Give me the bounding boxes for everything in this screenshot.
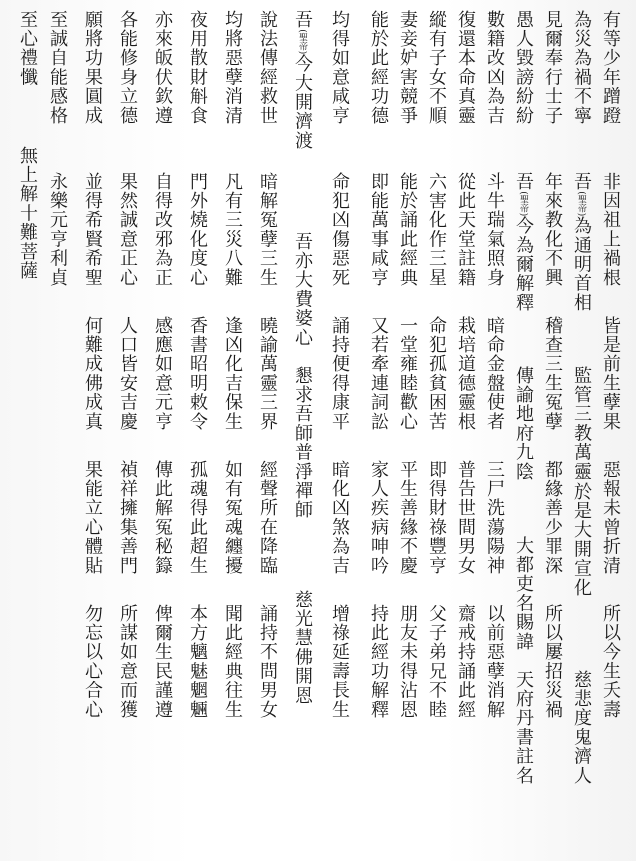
verse-segment: 門外燒化度心: [187, 172, 208, 288]
verse-segment: 一堂雍睦歡心: [397, 316, 418, 432]
verse-segment: 增祿延壽長生: [329, 604, 350, 720]
verse-segment: 三尸洗蕩陽神: [484, 460, 505, 576]
verse-segment: 香書昭明敕令: [187, 316, 208, 432]
verse-segment: 暗化凶煞為吉: [329, 460, 350, 576]
verse-segment: 父子弟兄不睦: [426, 604, 447, 720]
verse-segment: 逢凶化吉保生: [222, 316, 243, 432]
verse-segment: 稽查三生冤孽: [542, 316, 563, 432]
verse-segment: 無上解十難菩薩: [17, 146, 38, 281]
verse-segment: 皆是前生孽果: [600, 316, 621, 432]
verse-segment: 暗解冤孽三生: [257, 172, 278, 288]
verse-segment: 均將惡孽消清: [222, 10, 243, 126]
verse-segment: 禎祥擁集善門: [117, 460, 138, 576]
verse-segment: 果然誠意正心: [117, 172, 138, 288]
verse-segment: 即能萬事咸亨: [368, 172, 389, 288]
verse-segment: 復還本命真靈: [455, 10, 476, 126]
verse-segment: 並得希賢希聖: [82, 172, 103, 288]
verse-segment: 永樂元亨利貞: [47, 172, 68, 288]
verse-segment: 果能立心體貼: [82, 460, 103, 576]
verse-segment: 自得改邪為正: [152, 172, 173, 288]
verse-segment: 說法傳經救世: [257, 10, 278, 126]
verse-segment: 栽培道德靈根: [455, 316, 476, 432]
verse-segment: 能於此經功德: [368, 10, 389, 126]
verse-segment: 監管三教萬靈: [571, 366, 592, 482]
honorific-note: (聖帝): [518, 191, 528, 217]
verse-segment: 於是大開宣化: [571, 482, 592, 598]
verse-segment: 凡有三災八難: [222, 172, 243, 288]
verse-segment: 見爾奉行士子: [542, 10, 563, 126]
verse-segment: 家人疾病呻吟: [368, 460, 389, 576]
verse-segment: 又若牽連詞訟: [368, 316, 389, 432]
verse-segment: 愚人毀謗紛紛: [513, 10, 534, 126]
verse-segment: 感應如意元亨: [152, 316, 173, 432]
verse-segment: 縱有子女不順: [426, 10, 447, 126]
verse-segment: 吾(聖帝)為通明首相: [571, 172, 592, 313]
verse-segment: 為災為禍不寧: [571, 10, 592, 126]
verse-segment: 至心禮懺: [17, 10, 38, 87]
verse-segment: 吾(聖帝)今大開濟渡: [292, 10, 313, 151]
verse-segment: 吾亦大費婆心: [292, 232, 313, 348]
verse-segment: 所以今生夭壽: [600, 604, 621, 720]
verse-segment: 齋戒持誦此經: [455, 604, 476, 720]
verse-segment: 惡報未曾折清: [600, 460, 621, 576]
verse-segment: 命犯孤貧困苦: [426, 316, 447, 432]
verse-segment: 聞此經典往生: [222, 604, 243, 720]
verse-segment: 平生善緣不慶: [397, 460, 418, 576]
honorific-note: (聖帝): [576, 191, 586, 217]
verse-segment: 願將功果圓成: [82, 10, 103, 126]
verse-segment: 人口皆安吉慶: [117, 316, 138, 432]
verse-segment: 如有冤魂纏擾: [222, 460, 243, 576]
verse-segment: 所以屢招災禍: [542, 604, 563, 720]
verse-segment: 年來教化不興: [542, 172, 563, 288]
verse-segment: 大都吏名賜諱: [513, 536, 534, 652]
verse-segment: 天府丹書註名: [513, 670, 534, 786]
verse-segment: 數籍改凶為吉: [484, 10, 505, 126]
verse-segment: 都緣善少罪深: [542, 460, 563, 576]
verse-segment: 非因祖上禍根: [600, 172, 621, 288]
verse-segment: 誦持不問男女: [257, 604, 278, 720]
verse-segment: 以前惡孽消解: [484, 604, 505, 720]
verse-segment: 勿忘以心合心: [82, 604, 103, 720]
verse-segment: 均得如意咸亨: [329, 10, 350, 126]
honorific-note: (聖帝): [297, 29, 307, 55]
verse-segment: 朋友未得沾恩: [397, 604, 418, 720]
verse-segment: 慈悲度鬼濟人: [571, 670, 592, 786]
verse-segment: 本方魑魅魍魎: [187, 604, 208, 720]
verse-segment: 從此天堂註籍: [455, 172, 476, 288]
verse-segment: 夜用散財斛食: [187, 10, 208, 126]
verse-segment: 即得財祿豐亨: [426, 460, 447, 576]
verse-segment: 斗牛瑞氣照身: [484, 172, 505, 288]
verse-segment: 暗命金盤使者: [484, 316, 505, 432]
verse-segment: 普告世間男女: [455, 460, 476, 576]
verse-segment: 各能修身立德: [117, 10, 138, 126]
verse-segment: 命犯凶傷惡死: [329, 172, 350, 288]
verse-segment: 曉諭萬靈三界: [257, 316, 278, 432]
verse-segment: 吾(聖帝)今為爾解釋: [513, 172, 534, 313]
verse-segment: 慈光慧佛開恩: [292, 590, 313, 706]
verse-segment: 孤魂得此超生: [187, 460, 208, 576]
verse-segment: 何難成佛成真: [82, 316, 103, 432]
verse-segment: 經聲所在降臨: [257, 460, 278, 576]
verse-segment: 所謀如意而獲: [117, 604, 138, 720]
verse-segment: 妻妾妒害競爭: [397, 10, 418, 126]
verse-segment: 有等少年蹭蹬: [600, 10, 621, 126]
verse-segment: 持此經功解釋: [368, 604, 389, 720]
verse-segment: 傳諭地府九陰: [513, 366, 534, 482]
verse-segment: 誦持便得康平: [329, 316, 350, 432]
verse-segment: 能於誦此經典: [397, 172, 418, 288]
verse-segment: 至誠自能感格: [47, 10, 68, 126]
verse-segment: 俾爾生民謹遵: [152, 604, 173, 720]
verse-segment: 懇求吾師普淨禪師: [292, 366, 313, 520]
verse-segment: 傳此解冤秘籙: [152, 460, 173, 576]
verse-segment: 亦來皈伏欽遵: [152, 10, 173, 126]
verse-segment: 六害化作三星: [426, 172, 447, 288]
